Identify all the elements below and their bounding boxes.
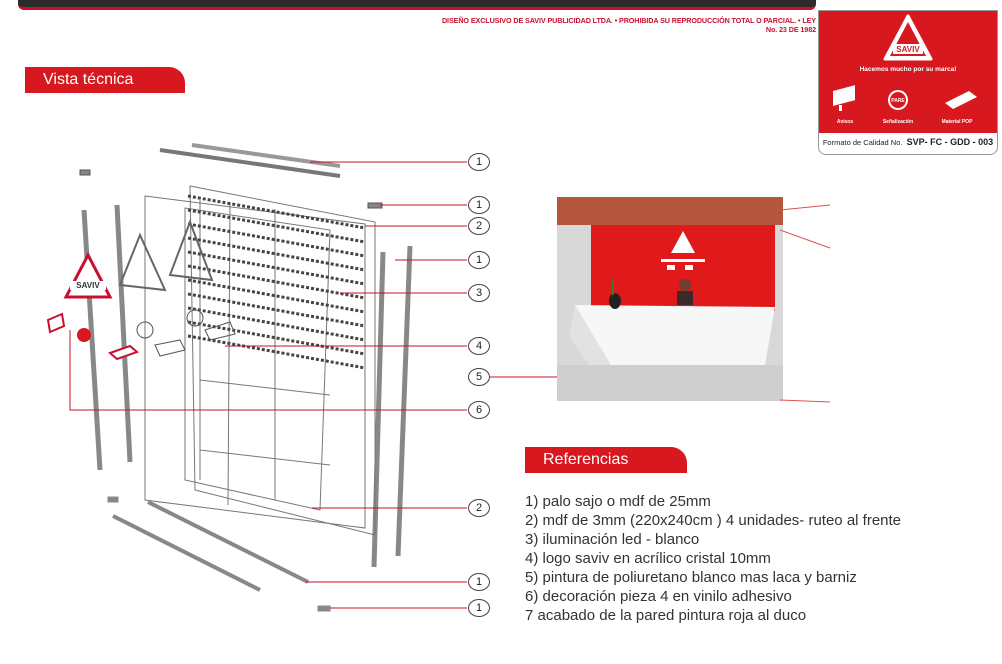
callout-6: 6 — [468, 401, 490, 419]
reference-item: 6) decoración pieza 4 en vinilo adhesivo — [525, 588, 792, 605]
quality-code: SVP- FC - GDD - 003 — [906, 137, 994, 147]
section-title-referencias: Referencias — [525, 447, 687, 473]
reference-item: 4) logo saviv en acrílico cristal 10mm — [525, 550, 771, 567]
badge-item-senalizacion: Señalización — [882, 119, 914, 125]
reference-item: 7 acabado de la pared pintura roja al duco — [525, 607, 807, 624]
callout-3: 3 — [468, 284, 490, 302]
callout-5: 5 — [468, 368, 490, 386]
reference-item: 5) pintura de poliuretano blanco mas laca y barniz — [525, 569, 857, 586]
callout-1: 1 — [468, 196, 490, 214]
reference-item: 2) mdf de 3mm (220x240cm ) 4 unidades- ruteo al frente — [525, 512, 902, 529]
quality-label: Formato de Calidad No. — [822, 138, 903, 147]
reference-item: 1) palo sajo o mdf de 25mm — [525, 493, 711, 510]
top-rails — [80, 145, 382, 208]
photo-side-lines — [780, 190, 1002, 410]
callout-1: 1 — [468, 599, 490, 617]
callout-2: 2 — [468, 217, 490, 235]
vinyl-decorations — [48, 310, 235, 359]
callout-4: 4 — [468, 337, 490, 355]
callout-1: 1 — [468, 573, 490, 591]
legal-notice: DISEÑO EXCLUSIVO DE SAVIV PUBLICIDAD LTDA. • PROHIBIDA SU REPRODUCCIÓN TOTAL O PARCIAL. • LEY No. 23 DE 1982 — [441, 16, 816, 34]
callout-2: 2 — [468, 499, 490, 517]
badge-item-material-pop: Material POP — [941, 119, 973, 125]
reference-item: 3) iluminación led - blanco — [525, 531, 700, 548]
drawing-logo-text: SAVIV — [76, 281, 100, 290]
callout-1: 1 — [468, 153, 490, 171]
badge-item-avisos: Avisos — [836, 119, 854, 125]
reception-desk-render — [557, 197, 783, 401]
references-list — [525, 492, 901, 625]
callout-1: 1 — [468, 251, 490, 269]
badge-slogan: Hacemos mucho por su marca! — [859, 66, 957, 73]
badge-pare-text: PARE — [891, 98, 905, 104]
bottom-rails — [108, 497, 330, 611]
badge-logo-text: SAVIV — [896, 45, 920, 54]
section-title-vista-tecnica: Vista técnica — [25, 67, 185, 93]
